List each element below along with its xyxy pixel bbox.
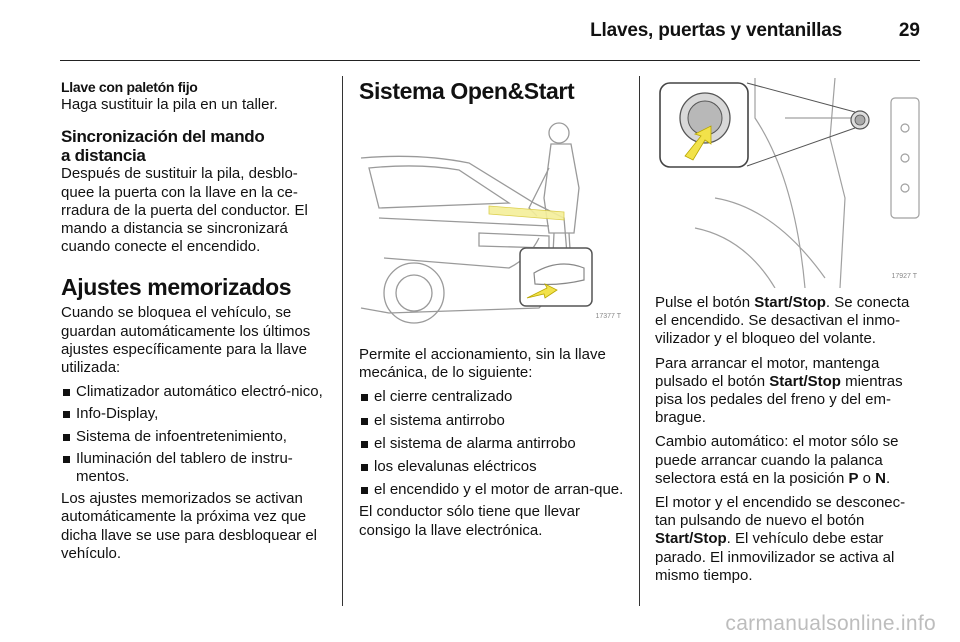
- memory-list: [61, 383, 329, 486]
- sync-text: Después de sustituir la pila, desblo-quee la puerta con la llave en la ce-rradura de la puerta del conductor. El mando a distancia se sincronizará cuando conecte el encendido.: [61, 165, 308, 256]
- list-item: Info-Display,: [61, 405, 329, 423]
- list-item: el sistema de alarma antirrobo: [359, 435, 625, 453]
- figure-code: 17377 T: [595, 312, 621, 320]
- start-stop-paragraph-2: Para arrancar el motor, mantenga pulsado el botón Start/Stop mientras pisa los pedales del freno y del em-brague.: [655, 354, 903, 427]
- open-start-intro: Permite el accionamiento, sin la llave mecánica, de lo siguiente:: [359, 346, 606, 382]
- column-2: [359, 78, 625, 540]
- start-stop-button-icon: [655, 78, 921, 288]
- section-heading-memory: Ajustes memorizados: [61, 274, 292, 301]
- list-item: los elevalunas eléctricos: [359, 458, 625, 476]
- watermark: carmanualsonline.info: [725, 612, 936, 635]
- header-rule: [60, 60, 920, 61]
- memory-intro: Cuando se bloquea el vehículo, se guardan automáticamente los últimos ajustes específicamente para la llave utilizada:: [61, 304, 311, 377]
- open-start-outro: El conductor sólo tiene que llevar consigo la llave electrónica.: [359, 503, 580, 539]
- list-item: el sistema antirrobo: [359, 412, 625, 430]
- list-item: Iluminación del tablero de instru-mentos.: [61, 450, 329, 486]
- start-stop-paragraph-4: El motor y el encendido se desconec-tan pulsando de nuevo el botón Start/Stop. El vehículo debe estar parado. El inmovilizador se activa al mismo tiempo.: [655, 494, 906, 584]
- column-divider-2: [639, 76, 640, 606]
- page-title: Llaves, puertas y ventanillas: [590, 20, 842, 41]
- list-item: Climatizador automático electró-nico,: [61, 383, 329, 401]
- column-1: [61, 78, 329, 563]
- car-door-icon: [359, 108, 625, 328]
- section-heading-sync: Sincronización del mando a distancia: [61, 127, 265, 165]
- figure-code: 17927 T: [891, 272, 917, 280]
- section-heading-open-start: Sistema Open&Start: [359, 78, 575, 104]
- memory-outro: Los ajustes memorizados se activan automáticamente la próxima vez que dicha llave se use para desbloquear el vehículo.: [61, 490, 318, 562]
- key-text: Haga sustituir la pila en un taller.: [61, 96, 278, 114]
- car-door-illustration: [359, 108, 625, 328]
- start-stop-paragraph-1: Pulse el botón Start/Stop. Se conecta el encendido. Se desactivan el inmo-vilizador y el bloqueo del volante.: [655, 294, 910, 348]
- column-divider-1: [342, 76, 343, 606]
- start-stop-illustration: [655, 78, 921, 288]
- page-header: [60, 0, 920, 60]
- section-heading-key: Llave con paletón fijo: [61, 79, 198, 95]
- column-3: [655, 78, 923, 585]
- page-number: 29: [898, 20, 920, 41]
- list-item: Sistema de infoentretenimiento,: [61, 428, 329, 446]
- list-item: el encendido y el motor de arran-que.: [359, 481, 625, 499]
- start-stop-paragraph-3: Cambio automático: el motor sólo se puede arrancar cuando la palanca selectora está en la posición P o N.: [655, 433, 899, 487]
- list-item: el cierre centralizado: [359, 388, 625, 406]
- open-start-list: [359, 388, 625, 499]
